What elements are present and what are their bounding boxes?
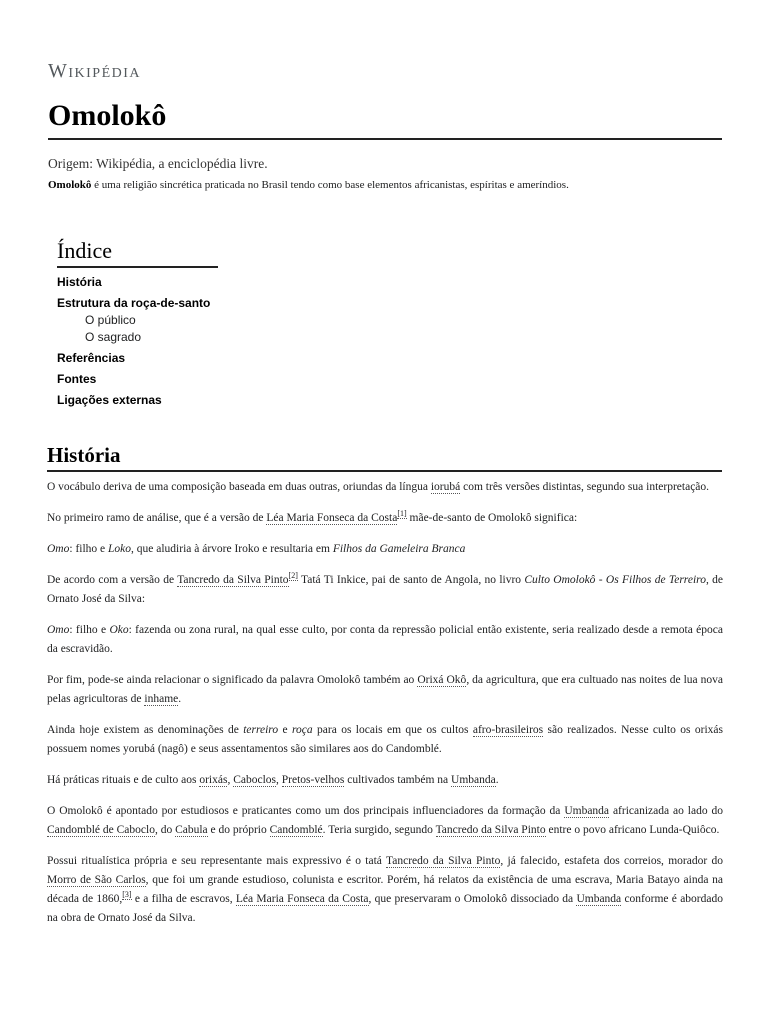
link-orixas[interactable]: orixás <box>199 774 228 786</box>
text: e <box>278 724 292 736</box>
table-of-contents <box>57 238 317 409</box>
text: mãe-de-santo de Omolokô significa: <box>406 512 578 524</box>
text: Por fim, pode-se ainda relacionar o significado da palavra Omolokô também ao <box>47 674 418 686</box>
toc-item-estrutura[interactable]: Estrutura da roça-de-santo <box>57 296 211 310</box>
text: , já falecido, estafeta dos correios, morador do <box>500 855 723 867</box>
text: , <box>276 774 282 786</box>
paragraph-6 <box>47 671 723 709</box>
text: . <box>178 693 182 705</box>
reference-1[interactable]: [1] <box>397 509 407 519</box>
lead-paragraph <box>48 179 722 191</box>
lead-text: é uma religião sincrética praticada no Brasil tendo como base elementos africanistas, espíritas e ameríndios. <box>91 179 569 191</box>
text: conforme é abordado na obra de Ornato José da Silva. <box>47 893 723 924</box>
toc-item-fontes[interactable]: Fontes <box>57 372 97 386</box>
section-heading-historia: História <box>47 442 722 472</box>
text: Há práticas rituais e de culto aos <box>47 774 200 786</box>
link-lea-maria[interactable]: Léa Maria Fonseca da Costa <box>266 512 398 524</box>
term-omo: Omo <box>47 624 70 636</box>
paragraph-8 <box>47 771 723 790</box>
text: , de Ornato José da Silva: <box>47 574 724 605</box>
text: No primeiro ramo de análise, que é a versão de <box>47 512 267 524</box>
link-tancredo[interactable]: Tancredo da Silva Pinto <box>435 824 546 836</box>
toc-list <box>57 274 317 409</box>
text: . Teria surgido, segundo <box>322 824 436 836</box>
text: O vocábulo deriva de uma composição baseada em duas outras, oriundas da língua <box>47 481 431 493</box>
text: : filho e <box>69 624 110 636</box>
paragraph-3 <box>47 540 723 559</box>
link-umbanda[interactable]: Umbanda <box>576 893 622 905</box>
link-umbanda[interactable]: Umbanda <box>451 774 496 786</box>
lead-term: Omolokô <box>48 179 92 191</box>
term-filhos: Filhos da Gameleira Branca <box>332 543 466 555</box>
link-inhame[interactable]: inhame <box>144 693 179 705</box>
text: , <box>227 774 234 786</box>
term-roca: roça <box>291 724 313 736</box>
link-candomble[interactable]: Candomblé <box>269 824 323 836</box>
toc-item-publico[interactable]: O público <box>85 313 136 327</box>
toc-item-ligacoes[interactable]: Ligações externas <box>57 393 162 407</box>
link-tancredo[interactable]: Tancredo da Silva Pinto <box>386 855 501 867</box>
paragraph-4 <box>47 571 723 609</box>
term-omo: Omo <box>47 543 70 555</box>
term-loko: Loko <box>108 543 132 555</box>
toc-item-sagrado[interactable]: O sagrado <box>85 330 142 344</box>
text: : fazenda ou zona rural, na qual esse culto, por conta da repressão policial então existente, seria realizado desde a remota época da escravidão. <box>47 624 723 655</box>
link-caboclos[interactable]: Caboclos <box>233 774 276 786</box>
wikipedia-wordmark[interactable]: Wikipédia <box>48 60 142 82</box>
text: Possui ritualística própria e seu representante mais expressivo é o tatá <box>47 855 387 867</box>
text: , da agricultura, que era cultuado nas noites de lua nova pelas agricultoras de <box>47 674 723 705</box>
term-terreiro: terreiro <box>243 724 279 736</box>
text: , do <box>154 824 176 836</box>
paragraph-1 <box>47 478 723 497</box>
paragraph-10 <box>47 852 723 928</box>
text: entre o povo africano Lunda-Quiôco. <box>545 824 720 836</box>
link-orixa-oko[interactable]: Orixá Okô <box>417 674 467 686</box>
text: africanizada ao lado do <box>609 805 723 817</box>
link-candomble-de-caboclo[interactable]: Candomblé de Caboclo <box>47 824 155 836</box>
page-title: Omolokô <box>48 98 722 140</box>
text: são realizados. Nesse culto os orixás possuem nomes yorubá (nagô) e seus assentamentos são similares aos do Candomblé. <box>47 724 724 755</box>
text: De acordo com a versão de <box>47 574 178 586</box>
toc-item-historia[interactable]: História <box>57 275 102 289</box>
text: : filho e <box>69 543 109 555</box>
link-umbanda[interactable]: Umbanda <box>564 805 610 817</box>
toc-title: Índice <box>57 238 218 268</box>
paragraph-2 <box>47 509 723 528</box>
text: Ainda hoje existem as denominações de <box>47 724 244 736</box>
toc-item-referencias[interactable]: Referências <box>57 351 126 365</box>
paragraph-5 <box>47 621 723 659</box>
link-tancredo[interactable]: Tancredo da Silva Pinto <box>177 574 289 586</box>
link-iorubá[interactable]: iorubá <box>430 481 461 493</box>
text: e a filha de escravos, <box>131 893 236 905</box>
origin-note: Origem: Wikipédia, a enciclopédia livre. <box>48 156 268 171</box>
text: e do próprio <box>207 824 270 836</box>
section-content <box>47 478 723 940</box>
paragraph-7 <box>47 721 723 759</box>
paragraph-9 <box>47 802 723 840</box>
link-cabula[interactable]: Cabula <box>175 824 208 836</box>
text: . <box>495 774 499 786</box>
text: com três versões distintas, segundo sua interpretação. <box>460 481 710 493</box>
text: , que preservaram o Omolokô dissociado da <box>368 893 577 905</box>
book-title: Culto Omolokô - Os Filhos de Terreiro <box>524 574 706 586</box>
reference-3[interactable]: [3] <box>122 890 132 900</box>
reference-2[interactable]: [2] <box>288 571 298 581</box>
link-lea-maria[interactable]: Léa Maria Fonseca da Costa <box>235 893 369 905</box>
text: , que foi um grande estudioso, colunista e escritor. Porém, há relatos da existência de uma escrava, Maria Batayo ainda na década de 1860, <box>47 874 723 905</box>
text: Tatá Ti Inkice, pai de santo de Angola, no livro <box>297 574 525 586</box>
text: cultivados também na <box>344 774 452 786</box>
link-afro-brasileiros[interactable]: afro-brasileiros <box>472 724 544 736</box>
text: O Omolokô é apontado por estudiosos e praticantes como um dos principais influenciadores da formação da <box>47 805 565 817</box>
text: para os locais em que os cultos <box>312 724 473 736</box>
term-oko: Oko <box>109 624 129 636</box>
link-morro-de-sao-carlos[interactable]: Morro de São Carlos <box>47 874 146 886</box>
link-pretos-velhos[interactable]: Pretos-velhos <box>281 774 345 786</box>
text: , que aludiria à árvore Iroko e resultaria em <box>131 543 333 555</box>
